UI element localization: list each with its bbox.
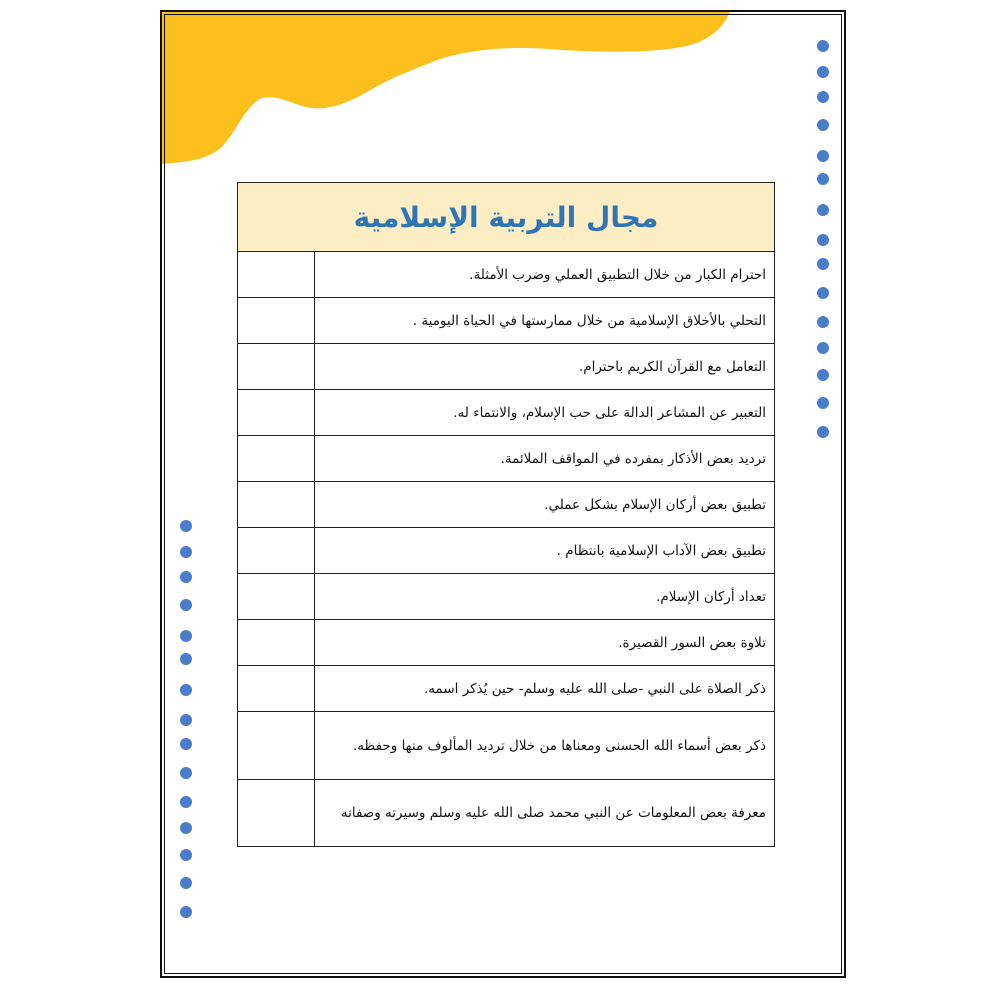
dot xyxy=(817,397,829,409)
dot xyxy=(817,204,829,216)
dot xyxy=(180,630,192,642)
check-cell[interactable] xyxy=(238,252,315,297)
dot xyxy=(180,714,192,726)
dot xyxy=(817,91,829,103)
dot xyxy=(180,906,192,918)
dot xyxy=(180,653,192,665)
skill-text: معرفة بعض المعلومات عن النبي محمد صلى الله عليه وسلم وسيرته وصفاته xyxy=(340,805,766,821)
dot xyxy=(180,767,192,779)
skills-checklist-table xyxy=(237,182,775,847)
checklist-row xyxy=(238,390,774,436)
check-cell[interactable] xyxy=(238,482,315,527)
dot xyxy=(817,119,829,131)
check-cell[interactable] xyxy=(238,712,315,779)
dot xyxy=(817,316,829,328)
check-cell[interactable] xyxy=(238,528,315,573)
dot xyxy=(180,738,192,750)
yellow-splash-decoration xyxy=(162,12,742,172)
dot xyxy=(180,599,192,611)
dot xyxy=(817,258,829,270)
check-cell[interactable] xyxy=(238,390,315,435)
check-cell[interactable] xyxy=(238,298,315,343)
dot xyxy=(180,849,192,861)
checklist-row xyxy=(238,528,774,574)
checklist-row xyxy=(238,712,774,780)
worksheet-page xyxy=(160,10,846,978)
checklist-row xyxy=(238,344,774,390)
dot xyxy=(817,342,829,354)
checklist-row xyxy=(238,666,774,712)
check-cell[interactable] xyxy=(238,666,315,711)
dot xyxy=(817,40,829,52)
skill-text: ذكر الصلاة على النبي -صلى الله عليه وسلم- حين يُذكر اسمه. xyxy=(424,680,766,697)
dot xyxy=(817,369,829,381)
dot xyxy=(817,150,829,162)
dot xyxy=(817,173,829,185)
check-cell[interactable] xyxy=(238,436,315,481)
dot xyxy=(180,877,192,889)
checklist-title: مجال التربية الإسلامية xyxy=(238,183,774,252)
checklist-row xyxy=(238,482,774,528)
skill-text: ترديد بعض الأذكار بمفرده في المواقف الملائمة. xyxy=(500,450,766,467)
checklist-row xyxy=(238,574,774,620)
checklist-row xyxy=(238,436,774,482)
skill-text: تطبيق بعض أركان الإسلام بشكل عملي. xyxy=(544,496,766,513)
skill-text: تطبيق بعض الآداب الإسلامية بانتظام . xyxy=(556,542,766,559)
dot xyxy=(180,571,192,583)
check-cell[interactable] xyxy=(238,620,315,665)
check-cell[interactable] xyxy=(238,780,315,846)
dot xyxy=(817,426,829,438)
skill-text: ذكر بعض أسماء الله الحسنى ومعناها من خلال ترديد المألوف منها وحفظه. xyxy=(352,737,766,754)
checklist-row xyxy=(238,252,774,298)
skill-text: التعبير عن المشاعر الدالة على حب الإسلام، والانتماء له. xyxy=(453,404,766,421)
skill-text: احترام الكبار من خلال التطبيق العملي وضرب الأمثلة. xyxy=(469,266,766,283)
skill-text: التعامل مع القرآن الكريم باحترام. xyxy=(578,358,766,375)
dot xyxy=(180,796,192,808)
dot xyxy=(817,287,829,299)
dot xyxy=(180,822,192,834)
skill-text: تعداد أركان الإسلام. xyxy=(656,588,766,605)
check-cell[interactable] xyxy=(238,574,315,619)
checklist-row xyxy=(238,620,774,666)
dot xyxy=(180,546,192,558)
check-cell[interactable] xyxy=(238,344,315,389)
checklist-row xyxy=(238,298,774,344)
dot xyxy=(817,234,829,246)
skill-text: تلاوة بعض السور القصيرة. xyxy=(618,634,766,651)
skill-text: التحلي بالأخلاق الإسلامية من خلال ممارستها في الحياة اليومية . xyxy=(412,312,766,329)
dot xyxy=(180,520,192,532)
dot xyxy=(180,684,192,696)
dot xyxy=(817,66,829,78)
checklist-row xyxy=(238,780,774,846)
